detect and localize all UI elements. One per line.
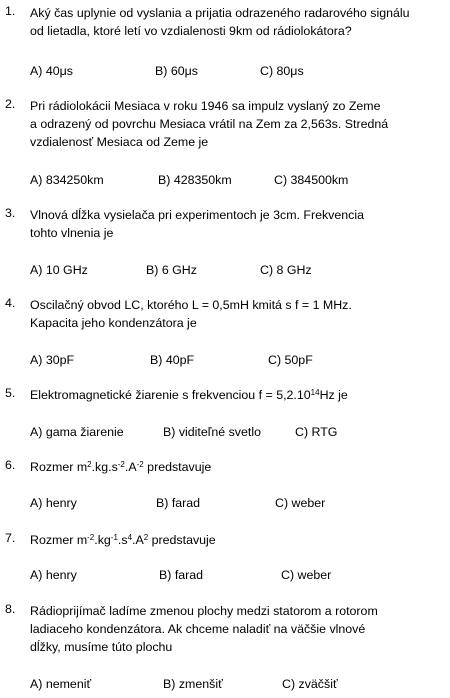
exponent: 2: [87, 460, 92, 469]
question-line: Oscilačný obvod LC, ktorého L = 0,5mH kmitá s f = 1 MHz.: [30, 298, 352, 312]
question-text-part: .A: [132, 533, 144, 547]
question-text-part: Hz je: [319, 388, 348, 402]
option-c: C) 50pF: [268, 353, 313, 367]
question-text-part: predstavuje: [148, 533, 216, 547]
exponent: -1: [110, 533, 118, 542]
option-b: B) 428350km: [158, 173, 232, 187]
question-line: Aký čas uplynie od vyslania a prijatia odrazeného radarového signálu: [30, 6, 410, 20]
question-text: [30, 386, 445, 404]
question-number: 5.: [5, 386, 16, 400]
option-b: B) 6 GHz: [146, 263, 197, 277]
exponent: -2: [117, 460, 125, 469]
option-c: C) RTG: [295, 425, 338, 439]
question-text: [30, 602, 445, 656]
option-a: A) 10 GHz: [30, 263, 88, 277]
exponent: 4: [127, 533, 133, 542]
question-text: [30, 531, 445, 549]
option-b: B) farad: [159, 568, 204, 582]
question-line: Kapacita jeho kondenzátora je: [30, 316, 197, 330]
question-line: od lietadla, ktoré letí vo vzdialenosti 9km od rádiolokátora?: [30, 24, 352, 38]
question-text-part: .s: [117, 533, 128, 547]
option-a: A) henry: [30, 496, 77, 510]
question-line: Vlnová dĺžka vysielača pri experimentoch je 3cm. Frekvencia: [30, 208, 365, 222]
question-number: 8.: [5, 602, 16, 616]
question-text-part: predstavuje: [143, 460, 212, 474]
question-line: Pri rádiolokácii Mesiaca v roku 1946 sa impulz vyslaný zo Zeme: [30, 99, 381, 113]
question-line: a odrazený od povrchu Mesiaca vrátil na Zem za 2,563s. Stredná: [30, 117, 389, 131]
exponent: -2: [136, 460, 144, 469]
option-b: B) 60μs: [155, 64, 198, 78]
question-text-part: Rozmer m: [30, 533, 88, 547]
question-text: [30, 296, 445, 332]
option-c: C) 8 GHz: [260, 263, 312, 277]
option-b: B) farad: [156, 496, 201, 510]
question-line: [30, 386, 445, 404]
option-b: B) zmenšiť: [163, 677, 223, 691]
exponent: 14: [310, 388, 320, 397]
option-c: C) 384500km: [274, 173, 349, 187]
question-text: [30, 4, 445, 40]
option-a: A) nemeniť: [30, 677, 92, 691]
question-text: [30, 97, 445, 151]
question-number: 4.: [5, 296, 16, 310]
question-line: ladiaceho kondenzátora. Ak chceme naladiť na väčšie vlnové: [30, 622, 366, 636]
question-text: [30, 206, 445, 242]
question-number: 7.: [5, 531, 16, 545]
question-text: [30, 458, 445, 476]
option-c: C) weber: [275, 496, 326, 510]
question-line: dĺžky, musíme túto plochu: [30, 640, 173, 654]
option-a: A) gama žiarenie: [30, 425, 124, 439]
question-line: [30, 458, 445, 476]
option-a: A) 40μs: [30, 64, 73, 78]
option-a: A) 834250km: [30, 173, 104, 187]
option-a: A) henry: [30, 568, 77, 582]
question-text-part: .kg.s: [91, 460, 118, 474]
question-number: 1.: [5, 4, 16, 18]
option-c: C) weber: [281, 568, 332, 582]
question-text-part: .A: [124, 460, 137, 474]
question-text-part: .kg: [94, 533, 111, 547]
option-a: A) 30pF: [30, 353, 75, 367]
option-c: C) 80μs: [260, 64, 304, 78]
question-line: tohto vlnenia je: [30, 226, 114, 240]
question-number: 2.: [5, 97, 16, 111]
option-c: C) zväčšiť: [282, 677, 338, 691]
option-b: B) 40pF: [150, 353, 195, 367]
question-line: vzdialenosť Mesiaca od Zeme je: [30, 135, 209, 149]
question-text-part: Elektromagnetické žiarenie s frekvenciou f = 5,2.10: [30, 388, 311, 402]
option-b: B) viditeľné svetlo: [163, 425, 261, 439]
exponent: -2: [87, 533, 95, 542]
question-number: 3.: [5, 206, 16, 220]
exponent: 2: [143, 533, 149, 542]
question-text-part: Rozmer m: [30, 460, 88, 474]
question-number: 6.: [5, 458, 16, 472]
question-line: Rádioprijímač ladíme zmenou plochy medzi statorom a rotorom: [30, 604, 378, 618]
question-line: [30, 531, 445, 549]
